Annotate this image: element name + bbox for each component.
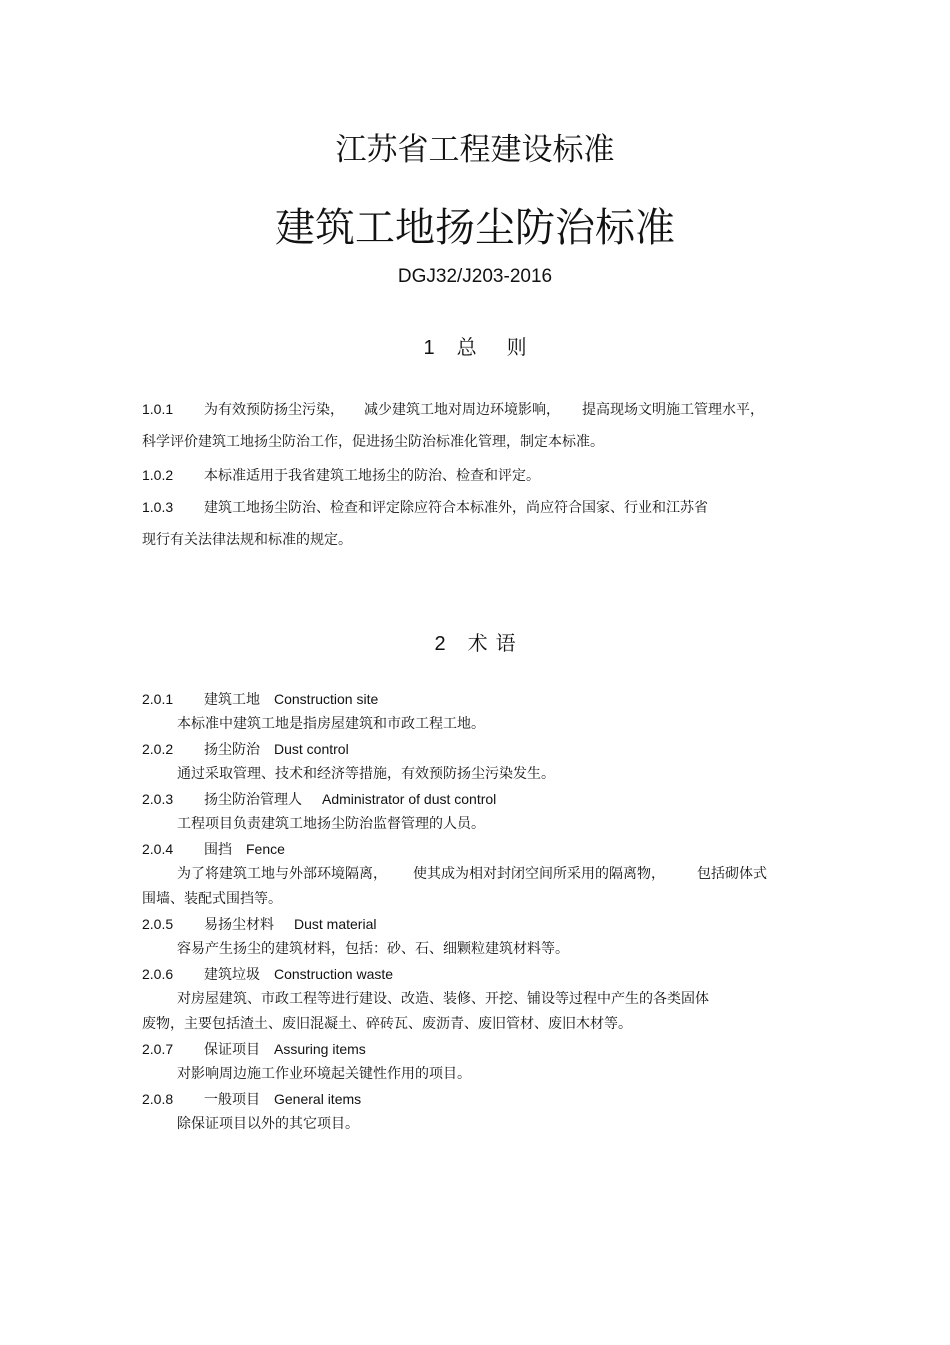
clause-text: 建筑工地扬尘防治、检查和评定除应符合本标准外，尚应符合国家、行业和江苏省 — [204, 500, 708, 516]
term-definition-part: 使其成为相对封闭空间所采用的隔离物， — [413, 866, 665, 882]
term-cn: 扬尘防治管理人 — [204, 792, 302, 808]
clause-text: 为有效预防扬尘污染， — [204, 402, 344, 418]
section-title-char: 术 — [467, 631, 488, 655]
term-definition: 本标准中建筑工地是指房屋建筑和市政工程工地。 — [177, 716, 485, 732]
term-2-0-2 — [142, 741, 349, 759]
term-en: Construction waste — [274, 966, 394, 982]
term-definition-part: 包括砌体式 — [697, 866, 767, 882]
clause-text-line: 科学评价建筑工地扬尘防治工作，促进扬尘防治标准化管理，制定本标准。 — [142, 434, 604, 450]
term-en: Dust material — [294, 916, 377, 932]
term-definition: 容易产生扬尘的建筑材料，包括：砂、石、细颗粒建筑材料等。 — [177, 941, 569, 957]
section-number: 2 — [434, 633, 446, 655]
term-en: Fence — [246, 841, 285, 857]
section-title-char: 总 — [456, 335, 477, 359]
document-title: 建筑工地扬尘防治标准 — [275, 205, 675, 251]
term-cn: 建筑工地 — [204, 692, 260, 708]
term-definition-part: 为了将建筑工地与外部环境隔离， — [177, 866, 387, 882]
document-code: DGJ32/J203-2016 — [397, 266, 553, 287]
term-en: General items — [274, 1091, 362, 1107]
section-title-char: 语 — [495, 631, 516, 655]
term-number: 2.0.3 — [142, 791, 174, 807]
section-number: 1 — [423, 337, 435, 359]
clause-number: 1.0.1 — [142, 401, 174, 417]
term-2-0-3 — [142, 791, 496, 809]
term-definition: 对影响周边施工作业环境起关键性作用的项目。 — [177, 1066, 471, 1082]
term-number: 2.0.6 — [142, 966, 174, 982]
term-number: 2.0.1 — [142, 691, 174, 707]
term-2-0-1 — [142, 691, 378, 709]
section-2-heading — [0, 627, 950, 656]
term-definition: 对房屋建筑、市政工程等进行建设、改造、装修、开挖、铺设等过程中产生的各类固体 — [177, 991, 709, 1007]
term-2-0-7 — [142, 1041, 366, 1059]
section-1-heading — [0, 331, 950, 360]
term-2-0-5 — [142, 916, 376, 934]
clause-text: 提高现场文明施工管理水平， — [582, 402, 764, 418]
term-cn: 围挡 — [204, 842, 232, 858]
term-en: Assuring items — [274, 1041, 366, 1057]
document-org-title: 江苏省工程建设标准 — [335, 132, 615, 168]
clause-1-0-1 — [142, 401, 764, 419]
term-number: 2.0.8 — [142, 1091, 174, 1107]
term-en: Dust control — [274, 741, 349, 757]
term-number: 2.0.4 — [142, 841, 174, 857]
clause-number: 1.0.2 — [142, 467, 174, 483]
clause-1-0-3 — [142, 499, 708, 517]
term-2-0-4 — [142, 841, 285, 859]
term-cn: 保证项目 — [204, 1042, 260, 1058]
term-cn: 一般项目 — [204, 1092, 260, 1108]
term-2-0-8 — [142, 1091, 361, 1109]
term-cn: 扬尘防治 — [204, 742, 260, 758]
term-definition — [177, 866, 767, 883]
clause-text: 本标准适用于我省建筑工地扬尘的防治、检查和评定。 — [204, 468, 540, 484]
clause-number: 1.0.3 — [142, 499, 174, 515]
term-2-0-6 — [142, 966, 393, 984]
term-number: 2.0.7 — [142, 1041, 174, 1057]
term-en: Construction site — [274, 691, 379, 707]
term-number: 2.0.2 — [142, 741, 174, 757]
clause-1-0-2 — [142, 467, 540, 485]
section-title-char: 则 — [506, 335, 527, 359]
term-cn: 建筑垃圾 — [204, 967, 260, 983]
term-number: 2.0.5 — [142, 916, 174, 932]
term-definition-line: 围墙、装配式围挡等。 — [142, 891, 282, 907]
clause-text: 减少建筑工地对周边环境影响， — [364, 402, 560, 418]
clause-text-line: 现行有关法律法规和标准的规定。 — [142, 532, 352, 548]
term-definition-line: 废物，主要包括渣土、废旧混凝土、碎砖瓦、废沥青、废旧管材、废旧木材等。 — [142, 1016, 632, 1032]
term-en: Administrator of dust control — [322, 791, 497, 807]
term-definition: 通过采取管理、技术和经济等措施，有效预防扬尘污染发生。 — [177, 766, 555, 782]
term-cn: 易扬尘材料 — [204, 917, 274, 933]
term-definition: 工程项目负责建筑工地扬尘防治监督管理的人员。 — [177, 816, 485, 832]
term-definition: 除保证项目以外的其它项目。 — [177, 1116, 359, 1132]
